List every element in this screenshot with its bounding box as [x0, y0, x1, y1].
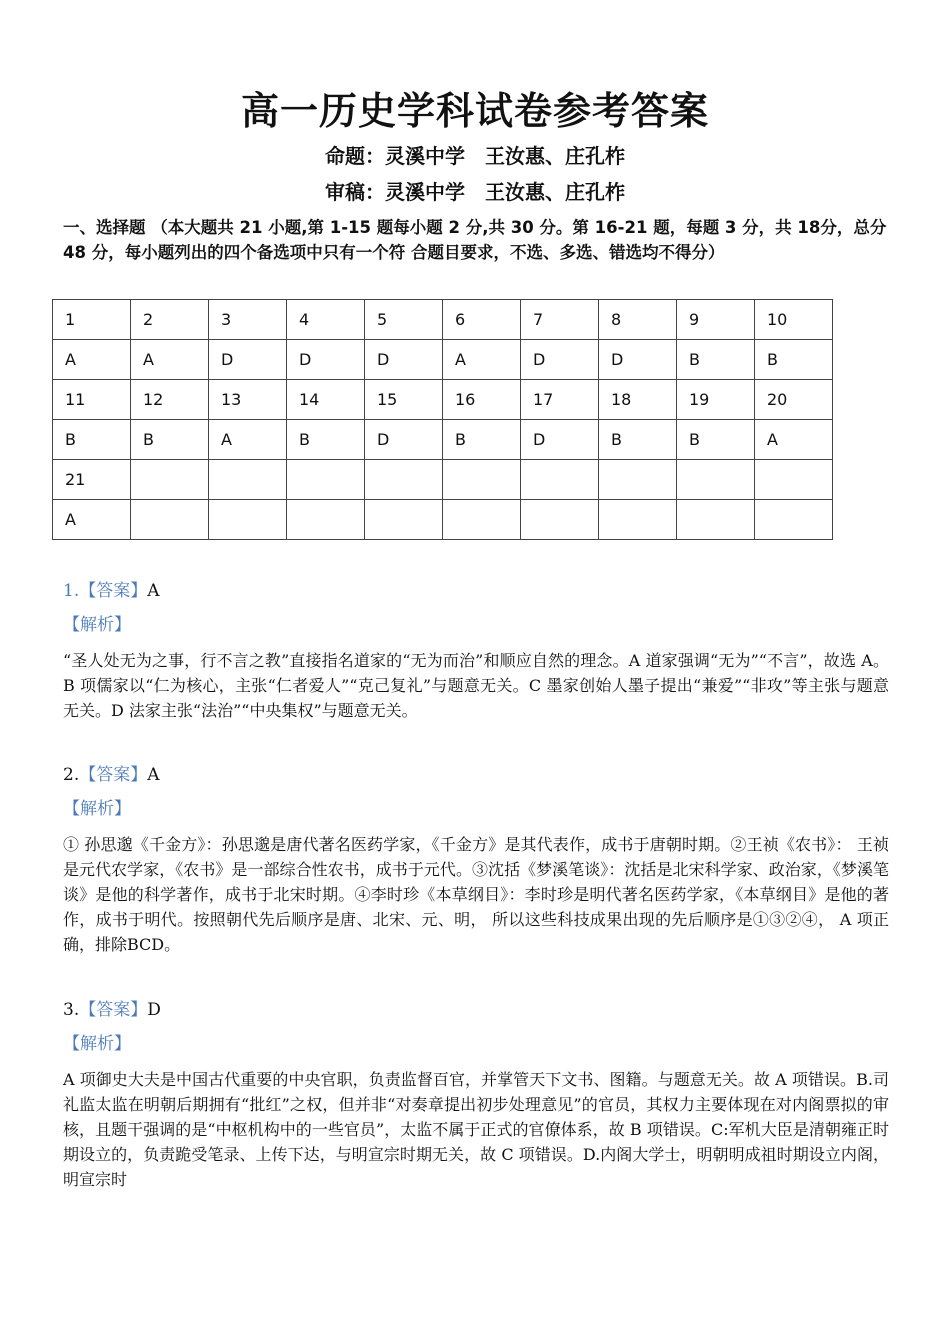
page-title: 高一历史学科试卷参考答案 [240, 89, 709, 133]
analysis-text: ① 孙思邈《千金方》：孙思邈是唐代著名医药学家，《千金方》是其代表作，成书于唐朝时期。②王祯《农书》： 王祯是元代农学家，《农书》是一部综合性农书，成书于元代。③沈括《梦溪笔谈》：沈括是北宋科学家、政治家，《梦溪笔谈》是他的科学著作，成书于北宋时期。④李时珍《本草纲目》：李时珍是明代著名医药学家，《本草纲目》是他的著作，成书于明代。按照朝代先后顺序是唐、北宋、元、明， 所以这些科技成果出现的先后顺序是①③②④， A 项正确，排除BCD。 [63, 835, 889, 954]
answer-tag: 【答案】 [79, 765, 148, 785]
table-cell: 6 [443, 300, 521, 340]
table-cell [755, 500, 833, 540]
table-cell [599, 460, 677, 500]
table-cell: B [677, 340, 755, 380]
analysis-label: 【解析】 [63, 799, 131, 819]
table-cell: 1 [53, 300, 131, 340]
table-cell: D [599, 340, 677, 380]
table-cell [443, 460, 521, 500]
table-cell [365, 460, 443, 500]
answer-table [52, 299, 833, 540]
table-cell: D [209, 340, 287, 380]
table-cell [131, 500, 209, 540]
question-2 [63, 764, 889, 957]
table-cell: 16 [443, 380, 521, 420]
question-number: 2. [63, 765, 80, 785]
table-cell [599, 500, 677, 540]
answer-line [63, 764, 889, 786]
analysis-text: A 项御史大夫是中国古代重要的中央官职，负责监督百官，并掌管天下文书、图籍。与题意无关。故 A 项错误。B.司礼监太监在明朝后期拥有“批红”之权，但并非“对奏章提出初步处理意见”的官员，其权力主要体现在对内阁票拟的审核，且题干强调的是“中枢机构中的一些官员”，太监不属于正式的官僚体系，故 B 项错误。C:军机大臣是清朝雍正时期设立的，负责跪受笔录、上传下达，与明宣宗时期无关，故 C 项错误。D.内阁大学士，明朝明成祖时期设立内阁，明宣宗时 [63, 1070, 889, 1189]
table-cell: A [443, 340, 521, 380]
table-cell: 14 [287, 380, 365, 420]
proposition-line: 命题：灵溪中学 王汝惠、庄孔柞 [325, 144, 625, 168]
answer-value: A [147, 765, 160, 785]
question-number: 3. [63, 1000, 80, 1020]
table-cell: A [755, 420, 833, 460]
question-number: 1. [63, 581, 80, 601]
table-cell: D [365, 340, 443, 380]
table-cell: 8 [599, 300, 677, 340]
table-cell: D [287, 340, 365, 380]
table-cell [365, 500, 443, 540]
table-cell: 17 [521, 380, 599, 420]
question-3 [63, 999, 889, 1192]
table-cell [521, 500, 599, 540]
table-cell: A [53, 340, 131, 380]
table-cell: 15 [365, 380, 443, 420]
section-heading: 一、选择题 （本大题共 21 小题,第 1-15 题每小题 2 分,共 30 分。第 16-21 题，每题 3 分，共 18分，总分 48 分，每小题列出的四个备选项中只有一个符 合题目要求，不选、多选、错选均不得分） [63, 218, 887, 262]
table-cell: 12 [131, 380, 209, 420]
table-cell: B [53, 420, 131, 460]
table-cell: B [755, 340, 833, 380]
table-cell: 2 [131, 300, 209, 340]
table-cell: 21 [53, 460, 131, 500]
table-cell [677, 460, 755, 500]
table-cell: 18 [599, 380, 677, 420]
table-cell [443, 500, 521, 540]
table-cell [209, 460, 287, 500]
table-cell: B [599, 420, 677, 460]
table-cell: 5 [365, 300, 443, 340]
answer-value: A [147, 581, 160, 601]
table-cell [755, 460, 833, 500]
table-cell [521, 460, 599, 500]
table-cell: 19 [677, 380, 755, 420]
answer-tag: 【答案】 [79, 581, 148, 601]
analysis-label: 【解析】 [63, 1034, 131, 1054]
table-cell: 4 [287, 300, 365, 340]
analysis-text: “圣人处无为之事，行不言之教”直接指名道家的“无为而治”和顺应自然的理念。A 道家强调“无为”“不言”，故选 A。B 项儒家以“仁为核心，主张“仁者爱人”“克己复礼”与题意无关。C 墨家创始人墨子提出“兼爱”“非攻”等主张与题意无关。D 法家主张“法治”“中央集权”与题意无关。 [63, 651, 889, 720]
table-row [53, 340, 833, 380]
table-cell: A [53, 500, 131, 540]
table-cell: 20 [755, 380, 833, 420]
table-cell: 13 [209, 380, 287, 420]
table-cell: B [287, 420, 365, 460]
table-cell [209, 500, 287, 540]
table-cell: B [677, 420, 755, 460]
table-row [53, 500, 833, 540]
answer-line [63, 580, 889, 602]
table-cell: B [131, 420, 209, 460]
table-cell: 9 [677, 300, 755, 340]
table-cell: D [365, 420, 443, 460]
table-cell: 7 [521, 300, 599, 340]
table-cell: A [209, 420, 287, 460]
question-1 [63, 580, 889, 723]
answer-value: D [147, 1000, 161, 1020]
analysis-label: 【解析】 [63, 615, 131, 635]
table-row [53, 300, 833, 340]
table-row [53, 460, 833, 500]
review-line: 审稿：灵溪中学 王汝惠、庄孔柞 [325, 180, 625, 204]
table-cell: D [521, 420, 599, 460]
table-cell: D [521, 340, 599, 380]
table-cell [677, 500, 755, 540]
table-cell [287, 460, 365, 500]
table-cell: 11 [53, 380, 131, 420]
table-cell [287, 500, 365, 540]
table-cell [131, 460, 209, 500]
table-cell: A [131, 340, 209, 380]
table-cell: 3 [209, 300, 287, 340]
answer-tag: 【答案】 [79, 1000, 148, 1020]
table-cell: 10 [755, 300, 833, 340]
table-row [53, 420, 833, 460]
table-row [53, 380, 833, 420]
table-cell: B [443, 420, 521, 460]
answer-line [63, 999, 889, 1021]
